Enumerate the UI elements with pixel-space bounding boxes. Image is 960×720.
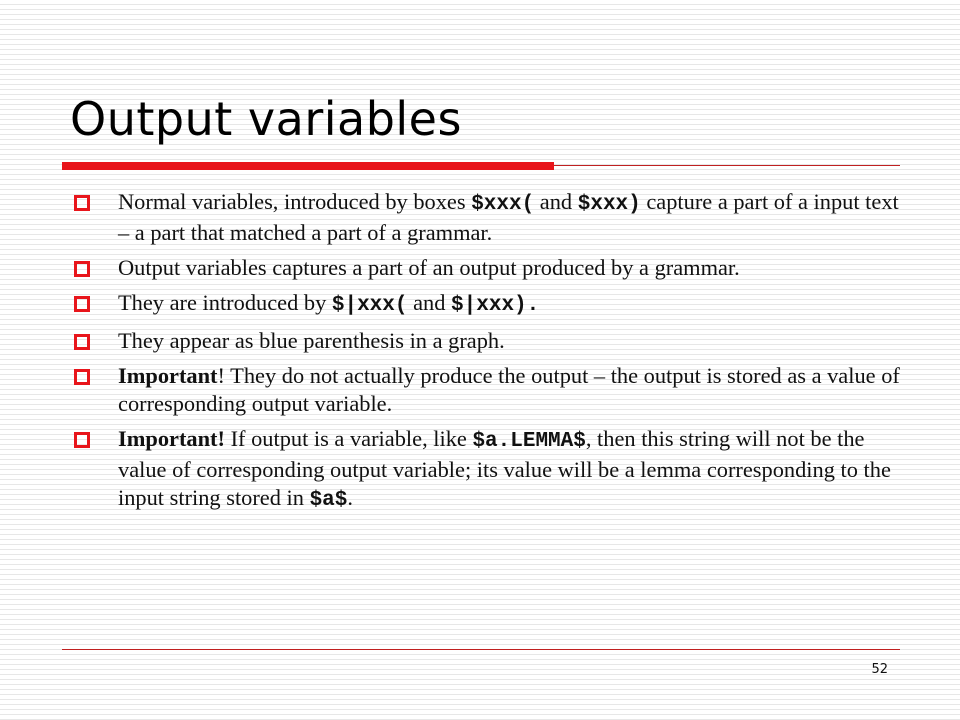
bullet-text [118,290,539,315]
code-snippet: $xxx( [471,193,535,216]
bullet-text-part: , then this string will not be the value of corresponding output variable; its value will be a lemma corresponding to the input string stored in [118,426,891,510]
bullet-text-part: If output is a variable, like [224,426,473,451]
bullet-item [70,188,900,247]
square-bullet-icon [74,296,90,312]
square-bullet-icon [74,261,90,277]
bullet-text-part: Normal variables, introduced by boxes [118,189,472,214]
bullet-item [70,254,900,282]
bullet-text-part: Output variables captures a part of an output produced by a grammar. [118,255,740,280]
bullet-text [118,189,899,245]
emphasis-text: Important [118,363,218,388]
square-bullet-icon [74,334,90,350]
bullet-text-part: capture a part of a input text – a part that matched a part of a grammar. [118,189,899,245]
bullet-list [70,188,900,522]
slide-title: Output variables [70,92,462,146]
title-accent-bar [62,162,554,170]
page-number: 52 [871,662,888,677]
bullet-text-part: . [347,485,353,510]
square-bullet-icon [74,432,90,448]
footer-rule [62,649,900,650]
code-snippet: $|xxx). [451,294,540,317]
code-snippet: $a.LEMMA$ [472,430,586,453]
emphasis-text: Important! [118,426,225,451]
bullet-text-part: ! They do not actually produce the output – the output is stored as a value of corresponding output variable. [118,363,900,416]
square-bullet-icon [74,195,90,211]
bullet-item [70,327,900,355]
bullet-text-part: They appear as blue parenthesis in a graph. [118,328,505,353]
bullet-text [118,328,505,353]
bullet-item [70,289,900,320]
bullet-text [118,255,740,280]
bullet-text-part: They are introduced by [118,290,332,315]
bullet-text [118,426,891,510]
code-snippet: $|xxx( [331,294,408,317]
bullet-item [70,362,900,418]
bullet-text-part: and [534,189,578,214]
square-bullet-icon [74,369,90,385]
bullet-text-part: and [407,290,452,315]
code-snippet: $xxx) [577,193,641,216]
bullet-item [70,425,900,515]
code-snippet: $a$ [309,489,348,512]
bullet-text [118,363,900,416]
